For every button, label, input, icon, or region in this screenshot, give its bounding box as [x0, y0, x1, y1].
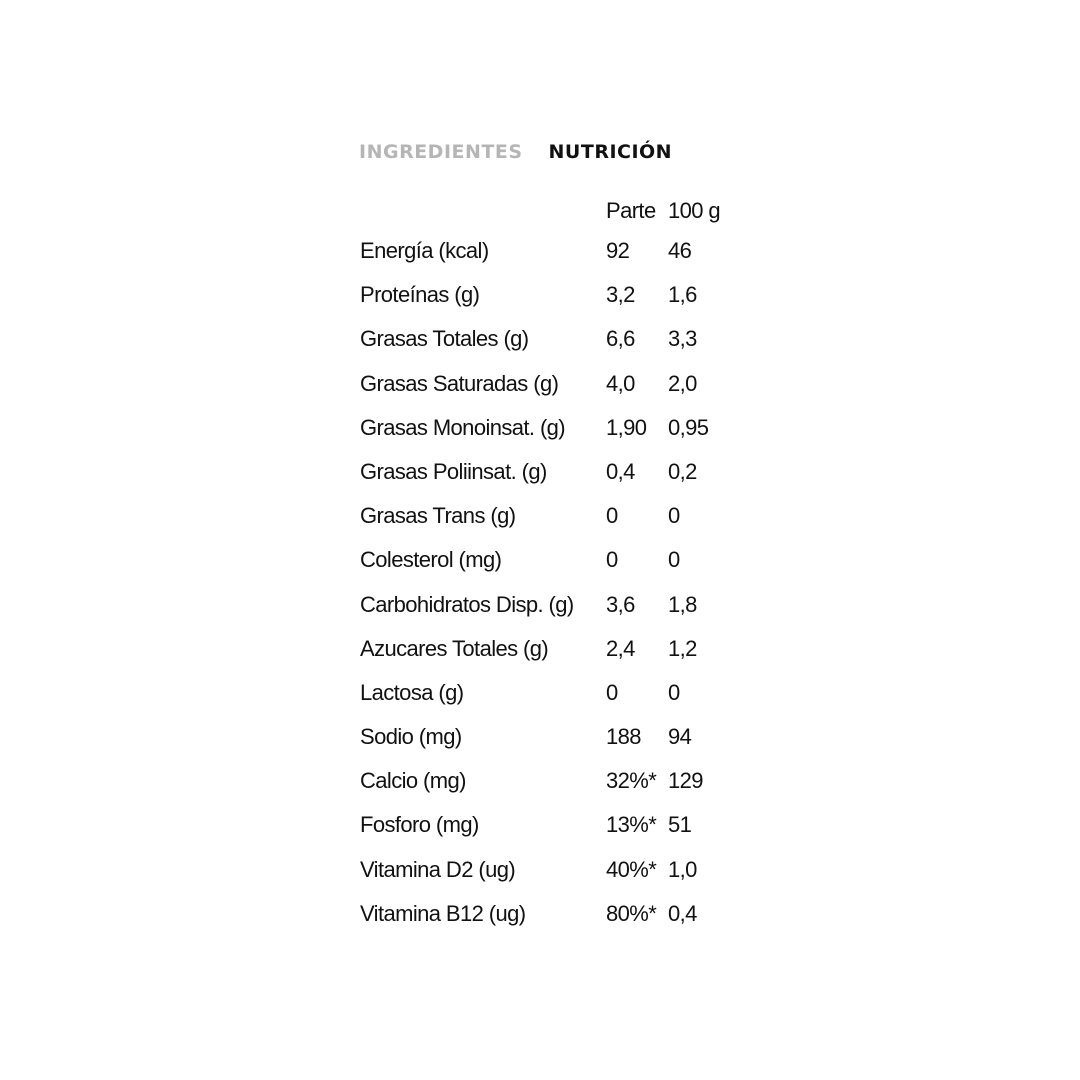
table-row: [360, 675, 760, 719]
per100-value: 3,3: [668, 326, 697, 352]
portion-value: 80%*: [606, 900, 657, 926]
portion-value: 92: [606, 238, 630, 263]
nutrient-name: Fosforo (mg): [360, 812, 479, 838]
per100-value: 0,4: [668, 900, 697, 926]
portion-value: 1,90: [606, 414, 647, 440]
per100-value: 1,8: [668, 591, 697, 617]
nutrient-name: Grasas Poliinsat. (g): [360, 458, 547, 484]
tab-bar: [359, 140, 672, 164]
table-row: [360, 321, 760, 365]
per100-value: 94: [668, 724, 692, 750]
table-row: [360, 763, 760, 807]
nutrient-name: Vitamina B12 (ug): [360, 900, 526, 926]
nutrient-name: Grasas Trans (g): [360, 503, 516, 529]
table-row: [360, 277, 760, 321]
table-row: [360, 896, 760, 940]
nutrition-table: [360, 193, 760, 940]
portion-value: 13%*: [606, 812, 657, 838]
nutrient-name: Carbohidratos Disp. (g): [360, 591, 574, 617]
portion-value: 0,4: [606, 458, 635, 484]
portion-value: 6,6: [606, 326, 635, 352]
tab-nutrition[interactable]: NUTRICIÓN: [548, 141, 673, 163]
table-row: [360, 410, 760, 454]
portion-value: 32%*: [606, 768, 657, 794]
per100-value: 0: [668, 679, 680, 705]
portion-value: 2,4: [606, 635, 635, 661]
table-row: [360, 233, 760, 277]
per100-value: 0: [668, 547, 680, 573]
table-row: [360, 454, 760, 498]
per100-value: 46: [668, 238, 692, 263]
per100-value: 1,0: [668, 856, 697, 882]
nutrient-name: Proteínas (g): [360, 282, 480, 308]
per100-value: 1,6: [668, 282, 697, 308]
table-row: [360, 719, 760, 763]
column-header-per100: 100 g: [668, 198, 721, 223]
table-body: [360, 233, 760, 940]
portion-value: 40%*: [606, 856, 657, 882]
per100-value: 0: [668, 503, 680, 529]
nutrient-name: Azucares Totales (g): [360, 635, 549, 661]
portion-value: 3,2: [606, 282, 635, 308]
nutrient-name: Grasas Saturadas (g): [360, 370, 559, 396]
nutrient-name: Vitamina D2 (ug): [360, 856, 516, 882]
per100-value: 51: [668, 812, 692, 838]
nutrient-name: Colesterol (mg): [360, 547, 502, 573]
portion-value: 0: [606, 679, 618, 705]
tab-ingredients[interactable]: INGREDIENTES: [359, 141, 523, 163]
table-row: [360, 542, 760, 586]
portion-value: 4,0: [606, 370, 635, 396]
portion-value: 0: [606, 503, 618, 529]
nutrient-name: Sodio (mg): [360, 724, 462, 750]
table-row: [360, 587, 760, 631]
portion-value: 0: [606, 547, 618, 573]
nutrient-name: Grasas Totales (g): [360, 326, 529, 352]
per100-value: 129: [668, 768, 703, 794]
per100-value: 1,2: [668, 635, 697, 661]
per100-value: 2,0: [668, 370, 697, 396]
column-header-portion: Parte: [606, 198, 656, 223]
nutrient-name: Energía (kcal): [360, 238, 489, 263]
table-row: [360, 631, 760, 675]
per100-value: 0,2: [668, 458, 697, 484]
portion-value: 3,6: [606, 591, 635, 617]
portion-value: 188: [606, 724, 641, 750]
table-header: [360, 193, 760, 233]
per100-value: 0,95: [668, 414, 709, 440]
table-row: [360, 366, 760, 410]
table-row: [360, 807, 760, 851]
nutrient-name: Calcio (mg): [360, 768, 466, 794]
table-row: [360, 852, 760, 896]
nutrient-name: Lactosa (g): [360, 679, 464, 705]
nutrient-name: Grasas Monoinsat. (g): [360, 414, 566, 440]
table-row: [360, 498, 760, 542]
